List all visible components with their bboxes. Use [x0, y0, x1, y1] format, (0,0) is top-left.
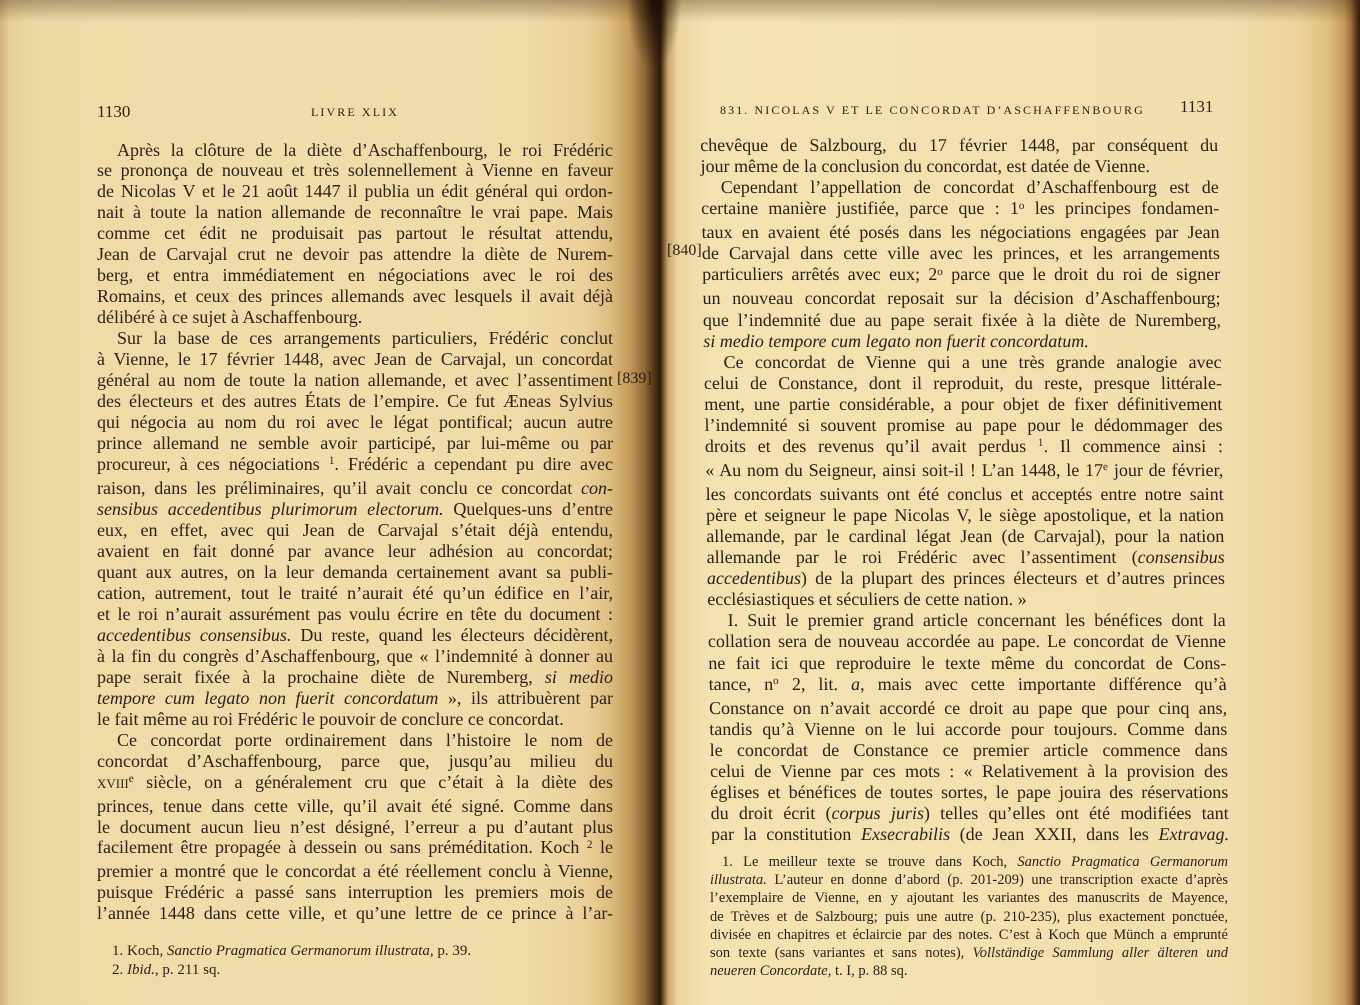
text-run: Romains, et ceux des princes allemands avec lesquels il avait déjà	[97, 286, 613, 307]
margin-page-reference-right: [840]	[667, 242, 702, 259]
text-run: tance, n	[708, 673, 774, 694]
text-line	[710, 853, 1228, 871]
text-run: le document aucun lieu n’est désigné, l’erreur a pu d’autant plus	[97, 816, 613, 837]
text-line	[97, 328, 613, 349]
text-line	[97, 942, 613, 961]
text-line	[709, 697, 1227, 718]
text-line	[708, 673, 1226, 697]
text-line	[97, 646, 613, 667]
text-run: 1. Le meilleur texte se trouve dans Koch,	[722, 854, 1018, 870]
text-run: Après la clôture de la diète d’Aschaffenbourg, le roi Frédéric	[117, 139, 613, 160]
text-line	[97, 961, 613, 980]
text-line	[97, 796, 613, 817]
text-run: I. Suit le premier grand article concernant les bénéfices dont la	[727, 609, 1226, 630]
text-run: 2, lit.	[778, 673, 852, 694]
italic-run: Ibid.	[127, 961, 155, 978]
text-run: des électeurs et des autres États de l’empire. Ce fut Æneas Sylvius	[97, 391, 613, 412]
text-line	[97, 140, 613, 161]
text-run: Ce concordat porte ordinairement dans l’histoire le nom de	[117, 729, 613, 750]
text-run: du droit écrit (	[710, 802, 832, 823]
superscript-mark: 1	[1037, 436, 1044, 449]
text-run: ment, une partie considérable, a pour objet de fixer définitivement	[704, 393, 1223, 414]
text-line	[97, 861, 613, 882]
text-line	[711, 824, 1229, 845]
text-run: de Trèves et de Salzbourg; puis une autre (p. 210-235), plus exactement ponctuée,	[710, 908, 1228, 925]
text-line	[97, 730, 613, 751]
margin-page-reference-left: [839]	[617, 370, 652, 387]
text-run: 1. Koch,	[112, 942, 167, 959]
text-run: puisque Frédéric a passé sans interruption les premiers mois de	[97, 882, 613, 903]
text-line	[710, 760, 1228, 781]
text-line	[97, 202, 613, 223]
text-run: ) telles qu’elles ont été modifiées tant	[923, 802, 1229, 823]
text-line	[708, 652, 1226, 673]
text-run: Ce concordat de Vienne qui a une très grande analogie avec	[723, 351, 1222, 372]
text-line	[97, 562, 613, 583]
text-run: tandis qu’à Vienne on le lui accorde pour toujours. Comme dans	[709, 718, 1228, 739]
text-line	[710, 802, 1228, 823]
text-line	[97, 433, 613, 454]
page-number-left: 1130	[97, 102, 131, 121]
text-run: raison, dans les préliminaires, qu’il avait conclu ce concordat	[97, 478, 582, 498]
text-run: certaine manière justifiée, parce que : 1	[700, 197, 1020, 218]
text-run: Cependant l’appellation de concordat d’Aschaffenbourg est de	[720, 176, 1219, 197]
text-line	[701, 198, 1219, 222]
text-run: nait à toute la nation allemande de reconnaître le vrai pape. Mais	[97, 202, 613, 223]
text-run: « Au nom du Seigneur, ainsi soit-il ! L’an 1448, le 17	[705, 459, 1104, 480]
text-line	[706, 526, 1224, 547]
body-text-right	[700, 135, 1229, 845]
text-line	[710, 739, 1228, 760]
text-run: pape serait fixée à la prochaine diète de Nuremberg,	[97, 666, 545, 687]
text-run: taux en avaient été posés dans les négociations engagées par Jean	[701, 221, 1220, 242]
text-run: particuliers arrêtés avec eux; 2	[702, 263, 938, 284]
italic-run: accedentibus	[706, 567, 802, 588]
text-run: facilement être propagée à dessein ou sans préméditation. Koch	[97, 837, 587, 858]
text-run: premier a montré que le concordat a été réellement conclu à Vienne,	[97, 861, 613, 882]
text-run: , p. 39.	[429, 942, 472, 959]
text-line	[707, 568, 1225, 589]
text-line	[704, 393, 1222, 414]
text-run: L’auteur en donne d’abord (p. 201-209) une transcription exacte d’après	[766, 872, 1228, 889]
text-line	[97, 625, 613, 646]
text-run: quant aux autres, on la leur demanda certainement avant sa publi-	[97, 561, 613, 582]
text-line	[97, 265, 613, 286]
text-line	[706, 505, 1224, 526]
text-line	[97, 837, 613, 861]
body-text-left	[97, 140, 613, 925]
text-line	[97, 181, 613, 202]
text-run: Constance on n’avait accordé ce droit au pape que pour cinq ans,	[708, 697, 1228, 718]
text-run: prince allemand ne semble avoir participé, par lui-même ou par	[97, 433, 613, 454]
text-line	[710, 962, 1228, 980]
text-line	[97, 370, 613, 391]
text-line	[97, 604, 613, 625]
text-run: l’année 1448 dans cette ville, et qu’une lettre de ce prince à l’ar-	[97, 903, 613, 924]
italic-run: a	[850, 673, 861, 694]
text-run: 2.	[112, 961, 127, 978]
text-run: les principes fondamen-	[1024, 197, 1220, 218]
text-line	[706, 547, 1224, 568]
text-line	[707, 610, 1225, 631]
text-run: allemande, par le cardinal légat Jean (de Carvajal), pour la nation	[706, 525, 1225, 546]
text-line	[97, 583, 613, 604]
text-run: parce que le droit du roi de signer	[942, 263, 1221, 284]
text-run: Du reste, quand les électeurs décidèrent,	[291, 624, 614, 645]
text-run: chevêque de Salzbourg, du 17 février 1448, par conséquent du	[700, 134, 1219, 155]
italic-run: sensibus accedentibus plurimorum electorum.	[97, 498, 444, 519]
text-line	[97, 520, 613, 541]
text-run: . Frédéric a cependant pu dire avec	[334, 454, 613, 475]
text-run: ecclésiastiques et séculiers de cette nation. »	[707, 588, 1027, 609]
text-run: l’indemnité si souvent promise au pape pour le dédommager des	[704, 414, 1223, 435]
small-caps-run: xviii	[97, 771, 129, 792]
text-line	[97, 817, 613, 838]
text-line	[710, 944, 1228, 962]
text-line	[97, 709, 613, 730]
text-run: délibéré à ce sujet à Aschaffenbourg.	[97, 307, 363, 328]
text-line	[700, 135, 1218, 156]
text-line	[702, 243, 1220, 264]
text-line	[97, 454, 613, 478]
text-line	[97, 772, 613, 796]
italic-run: con-	[581, 478, 613, 498]
text-line	[700, 156, 1218, 177]
text-line	[708, 631, 1226, 652]
italic-run: si medio	[544, 666, 613, 687]
text-line	[702, 288, 1220, 309]
text-line	[97, 541, 613, 562]
text-run: droits et des revenus qu’il avait perdus	[704, 435, 1039, 456]
text-line	[701, 222, 1219, 243]
text-run: le	[592, 837, 613, 858]
text-line	[97, 286, 613, 307]
text-run: eux, en effet, avec qui Jean de Carvajal s’était déjà entendu,	[97, 519, 613, 540]
italic-run: Sanctio Pragmatica Germanorum	[1017, 854, 1228, 870]
text-line	[705, 435, 1223, 459]
text-run: les concordats suivants ont été conclus et acceptés entre notre saint	[705, 483, 1224, 504]
italic-run: corpus juris	[831, 802, 925, 823]
text-line	[97, 499, 613, 520]
text-run: concordat d’Aschaffenbourg, parce que, jusqu’au milieu du	[97, 750, 613, 771]
text-run: divisée en chapitres et éclaircie par des notes. C’est à Koch que Münch a emprunté	[710, 926, 1228, 943]
running-head-left: LIVRE XLIX	[311, 105, 399, 119]
text-line	[97, 307, 613, 328]
superscript-mark: o	[1018, 199, 1025, 212]
text-run: celui de Vienne par ces mots : « Relativement à la provision des	[709, 760, 1229, 781]
italic-run: consensibus	[1137, 546, 1225, 567]
italic-run: Vollständige Sammlung aller älteren und	[972, 945, 1228, 962]
superscript-mark: e	[1102, 460, 1109, 473]
text-run: se prononça de nouveau et très solennellement à Vienne en faveur	[97, 160, 613, 181]
text-line	[97, 667, 613, 688]
text-run: Sur la base de ces arrangements particuliers, Frédéric conclut	[117, 328, 613, 349]
text-run: jour de février,	[1107, 459, 1224, 480]
text-run: cation, autrement, tout le traité n’aurait été qu’un édifice en l’air,	[97, 582, 613, 603]
running-head-right: 831. NICOLAS V ET LE CONCORDAT D’ASCHAFFENBOURG	[720, 103, 1145, 117]
text-line	[701, 177, 1219, 198]
text-run: comme cet édit ne produisait pas partout le résultat attendu,	[97, 223, 613, 244]
text-run: un nouveau concordat reposait sur la décision d’Aschaffenbourg;	[702, 287, 1221, 308]
text-line	[710, 908, 1228, 926]
text-line	[97, 903, 613, 924]
text-line	[705, 484, 1223, 505]
text-run: , p. 211 sq.	[154, 961, 221, 978]
text-run: de Nicolas V et le 21 août 1447 il publia un édit général qui ordon-	[97, 181, 613, 202]
text-line	[710, 926, 1228, 944]
text-run: princes, tenue dans cette ville, qu’il avait été signé. Comme dans	[97, 795, 613, 816]
text-line	[97, 478, 613, 499]
text-run: le fait même au roi Frédéric le pouvoir de conclure ce concordat.	[97, 708, 564, 729]
text-line	[97, 882, 613, 903]
text-run: , mais avec cette importante différence qu’à	[859, 673, 1227, 694]
text-line	[703, 330, 1221, 351]
text-line	[97, 391, 613, 412]
text-run: qui négocia au nom du roi avec le légat pontifical; aucun autre	[97, 412, 613, 433]
text-run: Jean de Carvajal crut ne devoir pas attendre la diète de Nurem-	[97, 244, 613, 265]
footnotes-right	[710, 853, 1228, 980]
text-run: à Vienne, le 17 février 1448, avec Jean de Carvajal, un concordat	[97, 349, 613, 370]
text-line	[97, 223, 613, 244]
text-run: et le roi n’aurait assurément pas voulu écrire en tête du document :	[97, 603, 613, 624]
text-line	[710, 871, 1228, 889]
italic-run: neueren Concordate	[710, 963, 828, 980]
gutter-shadow	[626, 0, 682, 70]
text-line	[97, 751, 613, 772]
text-run: son texte (sans variantes et sans notes),	[710, 945, 973, 962]
text-run: procureur, à ces négociations	[97, 454, 329, 475]
text-line	[703, 309, 1221, 330]
italic-run: accedentibus consensibus.	[97, 624, 292, 645]
text-line	[707, 589, 1225, 610]
text-line	[709, 718, 1227, 739]
superscript-mark: e	[128, 772, 134, 785]
text-run: siècle, on a généralement cru que c’était à la diète des	[133, 771, 613, 792]
text-line	[705, 459, 1223, 483]
text-line	[702, 264, 1220, 288]
italic-run: Exsecrabilis	[860, 823, 951, 844]
text-run: celui de Constance, dont il reproduit, du reste, presque littérale-	[703, 372, 1223, 393]
text-run: collation sera de nouveau accordée au pape. Le concordat de Vienne	[707, 630, 1227, 651]
text-run: Quelques-uns d’entre	[443, 498, 613, 519]
italic-run: si medio tempore cum legato non fuerit concordatum.	[703, 330, 1089, 351]
text-line	[97, 349, 613, 370]
italic-run: tempore cum legato non fuerit concordatum	[97, 687, 439, 708]
text-run: berg, et entra immédiatement en négociations avec le roi des	[97, 265, 613, 286]
text-run: l’exemplaire de Vienne, en y ajoutant les variantes des manuscrits de Mayence,	[710, 890, 1228, 907]
superscript-mark: o	[937, 265, 943, 278]
italic-run: Extravag.	[1158, 823, 1230, 844]
text-run: . Il commence ainsi :	[1043, 435, 1224, 456]
text-line	[710, 889, 1228, 907]
text-run: ne fait ici que reproduire le texte même du concordat de Cons-	[708, 652, 1227, 672]
text-run: , t. I, p. 88 sq.	[827, 963, 908, 980]
italic-run: illustrata.	[710, 872, 767, 889]
text-run: (de Jean XXII, dans les	[949, 823, 1159, 844]
text-run: allemande par le roi Frédéric avec l’assentiment (	[706, 546, 1138, 567]
text-line	[710, 781, 1228, 802]
text-run: que l’indemnité due au pape serait fixée à la diète de Nuremberg,	[702, 309, 1222, 329]
text-run: ) de la plupart des princes électeurs et d’autres princes	[800, 567, 1226, 588]
superscript-mark: 1	[328, 455, 335, 468]
superscript-mark: o	[773, 674, 779, 687]
text-run: », ils attribuèrent par	[438, 687, 614, 708]
text-run: églises et bénéfices de toutes sortes, le pape jouira des réservations	[710, 781, 1229, 802]
text-run: général au nom de toute la nation allemande, et avec l’assentiment	[97, 370, 613, 391]
page-number-right: 1131	[1180, 97, 1214, 116]
text-line	[703, 351, 1221, 372]
text-run: par la constitution	[710, 823, 862, 844]
text-run: jour même de la conclusion du concordat, est datée de Vienne.	[700, 155, 1151, 176]
text-line	[97, 412, 613, 433]
text-line	[704, 414, 1222, 435]
text-line	[704, 372, 1222, 393]
text-run: à la fin du congrès d’Aschaffenbourg, que « l’indemnité à donner au	[97, 645, 613, 666]
text-run: le concordat de Constance ce premier article commence dans	[709, 739, 1228, 760]
text-line	[97, 688, 613, 709]
text-run: avaient en fait donné par avance leur adhésion au concordat;	[97, 540, 613, 561]
text-line	[97, 244, 613, 265]
italic-run: Sanctio Pragmatica Germanorum illustrata	[167, 942, 430, 959]
text-line	[97, 160, 613, 181]
text-run: père et seigneur le pape Nicolas V, le siège apostolique, et la nation	[705, 504, 1225, 525]
text-run: de Carvajal dans cette ville avec les princes, et les arrangements	[701, 242, 1221, 263]
superscript-mark: 2	[586, 838, 593, 851]
footnotes-left	[97, 942, 613, 980]
